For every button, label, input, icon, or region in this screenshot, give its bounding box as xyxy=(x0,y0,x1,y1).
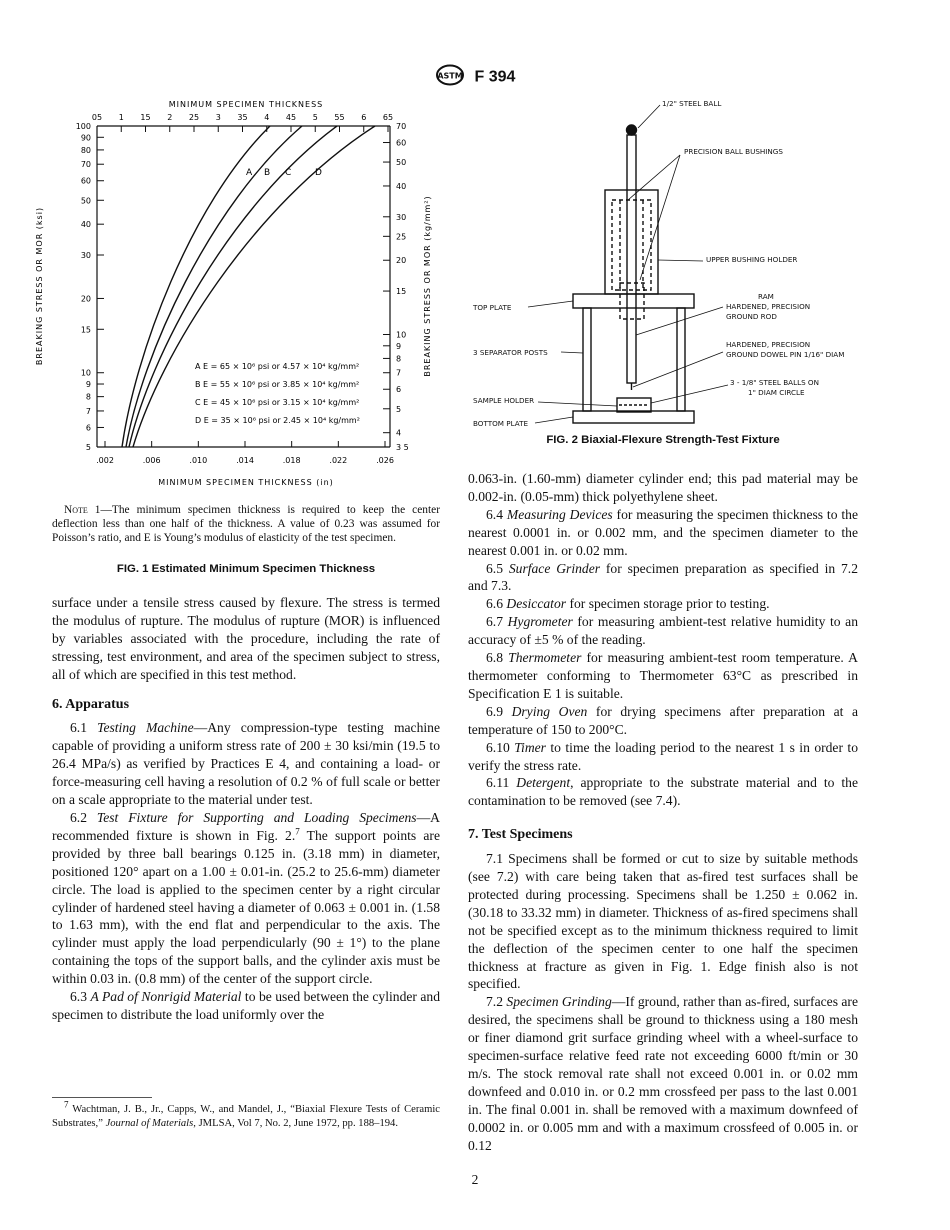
fig1-left-tick-label: 5 xyxy=(85,443,91,452)
page-number: 2 xyxy=(471,1172,479,1187)
paragraph-6-1: 6.1 Testing Machine—Any compression-type testing machine capable of providing a uniform stress rate of 200 ± 30 ksi/min (19.5 to 26.4 MPa/s) as verified by Practices E 4, and containing a load- or force-measuring cell having a resolution of 0.2 % of full scale or better on a scale appropriate to the material under test. xyxy=(52,720,440,808)
paragraph-intro: surface under a tensile stress caused by flexure. The stress is termed the modulus of rupture. The modulus of rupture (MOR) is influenced by variables associated with the procedure, including the rate of stressing, test environment, and area of the specimen subject to stress, all of which are specified in this test method. xyxy=(52,595,440,682)
fig1-top-tick-label: 2 xyxy=(167,113,173,122)
fig2-label-pin1: HARDENED, PRECISION xyxy=(726,340,811,349)
fig1-top-tick-label: 25 xyxy=(188,113,200,122)
fig1-right-tick-label: 15 xyxy=(396,287,407,297)
fig1-legend-c: C E = 45 × 10⁶ psi or 3.15 × 10⁴ kg/mm² xyxy=(195,398,360,407)
fig1-left-tick-label: 10 xyxy=(80,368,91,378)
fig2-steel-ball xyxy=(627,125,637,135)
fig2-label-bottom-plate: BOTTOM PLATE xyxy=(473,419,529,428)
paragraph-6-5: 6.5 Surface Grinder for specimen preparation as specified in 7.2 and 7.3. xyxy=(468,560,859,594)
page-header xyxy=(0,64,950,91)
fig2-label-balls1: 3 - 1/8" STEEL BALLS ON xyxy=(730,378,819,387)
fig2-post-left xyxy=(583,308,591,411)
fig1-right-tick-label: 5 xyxy=(396,404,402,414)
fig1-bottom-tick-label: .022 xyxy=(329,456,348,465)
fig1-left-tick-label: 60 xyxy=(80,176,91,186)
fig1-left-tick-label: 70 xyxy=(80,160,91,170)
fig1-bottom-tick-label: .018 xyxy=(282,456,301,465)
fig1-left-tick-label: 50 xyxy=(80,196,91,206)
paragraph-6-4: 6.4 Measuring Devices for measuring the specimen thickness to the nearest 0.0001 in. or 0.002 mm, and the specimen diameter to the nearest 0.001 in. or 0.02 mm. xyxy=(468,506,858,558)
fig1-left-tick-label: 80 xyxy=(80,145,91,155)
fig2-label-upper-holder: UPPER BUSHING HOLDER xyxy=(706,255,798,264)
paragraph-6-11: 6.11 Detergent, appropriate to the substrate material and to the contamination to be removed (see 7.4). xyxy=(468,775,859,809)
fig1-right-tick-label: 6 xyxy=(396,385,402,395)
paragraph-7-1: 7.1 Specimens shall be formed or cut to size by suitable methods (see 7.2) with care being taken that as-fired test surfaces shall be protected during processing. Specimens shall be 1.250 ± 0.062 in. (30.18 to 33.32 mm) in diameter. Thickness of as-fired specimens shall not be specified except as to the minimum thickness required to limit the deflection of the specimen center to one half the specimen thickness at fracture as given in Fig. 1. Edge finish also is not specified. xyxy=(468,851,858,992)
paragraph-6-9: 6.9 Drying Oven for drying specimens after preparation at a temperature of 150 to 200°C. xyxy=(468,703,859,737)
fig2-rod xyxy=(627,135,636,383)
fig2-label-balls2: 1" DIAM CIRCLE xyxy=(748,388,805,397)
fig1-caption: FIG. 1 Estimated Minimum Specimen Thickness xyxy=(116,563,376,575)
footnote-ref: 7 xyxy=(295,826,300,837)
fig2-label-ram1: RAM xyxy=(758,292,774,301)
fig2-diagram xyxy=(468,95,908,435)
fig2-label-bushings: PRECISION BALL BUSHINGS xyxy=(684,147,783,156)
fig1-ylabel-left: BREAKING STRESS OR MOR (ksi) xyxy=(35,206,44,366)
fig1-right-tick-label: 60 xyxy=(396,138,407,148)
fig1-left-tick-label: 9 xyxy=(85,380,91,390)
fig1-legend-b: B E = 55 × 10⁶ psi or 3.85 × 10⁴ kg/mm² xyxy=(195,380,360,389)
fig1-left-tick-label: 8 xyxy=(85,392,91,402)
fig2-label-posts: 3 SEPARATOR POSTS xyxy=(473,348,548,357)
fig1-left-tick-label: 100 xyxy=(75,122,91,131)
note-text: —The minimum specimen thickness is required to keep the center deflection less than one half of the thickness. A value of 0.23 was assumed for Poisson’s ratio, and E is Young’s modulus of elasticity of the test specimen. xyxy=(52,504,440,544)
fig1-bottom-tick-label: .010 xyxy=(189,456,208,465)
fig1-top-tick-label: 65 xyxy=(382,113,394,122)
fig2-label-steel-ball: 1/2" STEEL BALL xyxy=(662,99,722,108)
fig1-top-tick-label: 5 xyxy=(312,113,318,122)
fig1-legend-d: D E = 35 × 10⁶ psi or 2.45 × 10⁴ kg/mm² xyxy=(195,416,360,425)
fig2-caption: FIG. 2 Biaxial-Flexure Strength-Test Fixture xyxy=(546,434,780,446)
fig1-right-tick-label: 3 5 xyxy=(396,443,409,452)
footnote: $^7$ Wachtman, J. B., Jr., Capps, W., and Mandel, J., “Biaxial Flexure Tests of Ceramic Substrates,” Journal of Materials, JMLSA, Vol 7, No. 2, June 1972, pp. 188–194. xyxy=(52,1099,440,1129)
fig1-top-tick-label: 1 xyxy=(118,113,124,122)
fig2-label-ram3: GROUND ROD xyxy=(726,312,777,321)
fig1-right-tick-label: 9 xyxy=(396,341,402,351)
fig1-right-tick-label: 20 xyxy=(396,256,407,266)
fig1-xlabel: MINIMUM SPECIMEN THICKNESS (in) xyxy=(158,478,334,487)
fig1-bottom-tick-label: .014 xyxy=(236,456,254,465)
fig2-label-pin2: GROUND DOWEL PIN 1/16" DIAM xyxy=(726,350,845,359)
astm-logo-icon xyxy=(435,64,465,91)
fig1-top-tick-label: 45 xyxy=(285,113,297,122)
fig1-right-tick-label: 30 xyxy=(396,212,407,222)
fig1-top-tick-label: 3 xyxy=(215,113,221,122)
svg-text:ASTM: ASTM xyxy=(436,71,463,81)
section-6-heading: 6. Apparatus xyxy=(52,696,130,712)
fig2-label-ram2: HARDENED, PRECISION xyxy=(726,302,811,311)
designation: F 394 xyxy=(474,68,516,86)
fig1-curve-label-c: C xyxy=(285,168,292,178)
fig1-curve-label-b: B xyxy=(264,168,271,178)
paragraph-6-2: 6.2 Test Fixture for Supporting and Loading Specimens—A recommended fixture is shown in Fig. 2.$^7$ The support points are provided by three ball bearings 0.125 in. (3.18 mm) in diameter, positioned 120° apart on a 1.00 ± 0.01-in. (25.2 to 25.6-mm) diameter circle. The load is applied to the specimen center by a right circular cylinder of hardened steel having a diameter of 0.063 ± 0.001 in. (1.58 to 1.63 mm), with the end flat and perpendicular to the axis. The cylinder must apply the load perpendicularly (90 ± 1°) to the plane containing the tops of the support balls, and the cylinder axis must be within 0.03 in. (0.8 mm) of the center of the support circle. xyxy=(52,809,440,987)
fig1-top-tick-label: 05 xyxy=(91,113,103,122)
fig1-left-tick-label: 15 xyxy=(80,325,91,335)
fig1-right-tick-label: 4 xyxy=(396,428,402,438)
fig1-bottom-tick-label: .006 xyxy=(142,456,161,465)
fig1-top-tick-label: 15 xyxy=(140,113,151,122)
fig2-bottom-plate xyxy=(573,411,694,423)
paragraph-6-10: 6.10 Timer to time the loading period to the nearest 1 s in order to verify the stress rate. xyxy=(468,739,859,773)
fig1-ylabel-right: BREAKING STRESS OR MOR (kg/mm²) xyxy=(423,195,432,377)
fig1-legend-a: A E = 65 × 10⁶ psi or 4.57 × 10⁴ kg/mm² xyxy=(195,362,360,371)
fig1-top-tick-label: 6 xyxy=(361,113,367,122)
fig1-right-tick-label: 7 xyxy=(396,368,402,378)
paragraph-6-3: 6.3 A Pad of Nonrigid Material to be used between the cylinder and specimen to distribute the load uniformly over the xyxy=(52,989,441,1022)
paragraph-6-7: 6.7 Hygrometer for measuring ambient-test relative humidity to an accuracy of ±5 % of the reading. xyxy=(468,614,858,648)
fig1-bottom-tick-label: .026 xyxy=(376,456,394,465)
fig1-chart xyxy=(30,95,500,495)
paragraph-6-6: 6.6 Desiccator for specimen storage prior to testing. xyxy=(486,596,770,612)
fig1-right-tick-label: 10 xyxy=(396,330,407,340)
note-label: Note 1 xyxy=(64,504,101,516)
fig1-top-title: MINIMUM SPECIMEN THICKNESS xyxy=(168,100,324,109)
paragraph-cont: 0.063-in. (1.60-mm) diameter cylinder end; this pad material may be 0.002-in. (0.05-mm) thick polyethylene sheet. xyxy=(468,471,858,504)
fig1-right-tick-label: 40 xyxy=(396,181,407,191)
fig1-left-tick-label: 20 xyxy=(80,294,91,304)
fig1-right-tick-label: 50 xyxy=(396,158,407,168)
fig1-left-tick-label: 30 xyxy=(80,251,91,261)
fig2-label-sample-holder: SAMPLE HOLDER xyxy=(473,396,535,405)
fig1-left-tick-label: 7 xyxy=(85,406,91,416)
fig1-top-tick-label: 35 xyxy=(237,113,248,122)
fig1-right-tick-label: 8 xyxy=(396,354,402,364)
paragraph-7-2: 7.2 Specimen Grinding—If ground, rather than as-fired, surfaces are desired, the specimens shall be ground to thickness using a 180 mesh or finer diamond grit surface grinding wheel with a wheel-surface to specimen-surface relative feed rate not exceeding 6000 ft/min or 30 m/s. The stock removal rate shall not exceed 0.001 in. or 0.02 mm downfeed and 0.010 in. or 0.2 mm crossfeed per pass to the last 0.001 in. The final 0.001 in. shall be removed with a maximum downfeed of 0.0002 in. or 0.005 mm and with a maximum crossfeed of 0.005 in. or 0.12 xyxy=(468,994,858,1153)
fig2-label-top-plate: TOP PLATE xyxy=(473,303,512,312)
fig1-bottom-tick-label: .002 xyxy=(96,456,114,465)
fig1-note xyxy=(52,503,440,545)
fig2-upper-holder xyxy=(605,190,658,294)
fig1-top-tick-label: 55 xyxy=(334,113,345,122)
left-column xyxy=(52,594,440,1024)
fig1-left-tick-label: 40 xyxy=(80,220,91,230)
fig1-curve-label-d: D xyxy=(315,168,322,178)
fig1-left-tick-label: 6 xyxy=(85,423,91,433)
paragraph-6-8: 6.8 Thermometer for measuring ambient-test room temperature. A thermometer conforming to Thermometer 63°C as prescribed in Specification E 1 is suitable. xyxy=(468,650,858,701)
fig1-right-tick-label: 25 xyxy=(396,232,407,242)
fig1-curve-label-a: A xyxy=(246,168,253,178)
fig1-left-tick-label: 90 xyxy=(80,133,91,143)
fig1-right-tick-label: 70 xyxy=(396,122,407,131)
footnote-rule xyxy=(52,1097,152,1098)
fig1-top-tick-label: 4 xyxy=(264,113,270,122)
section-7-heading: 7. Test Specimens xyxy=(468,827,573,843)
right-column xyxy=(468,470,858,1155)
fig2-top-plate xyxy=(573,294,694,308)
